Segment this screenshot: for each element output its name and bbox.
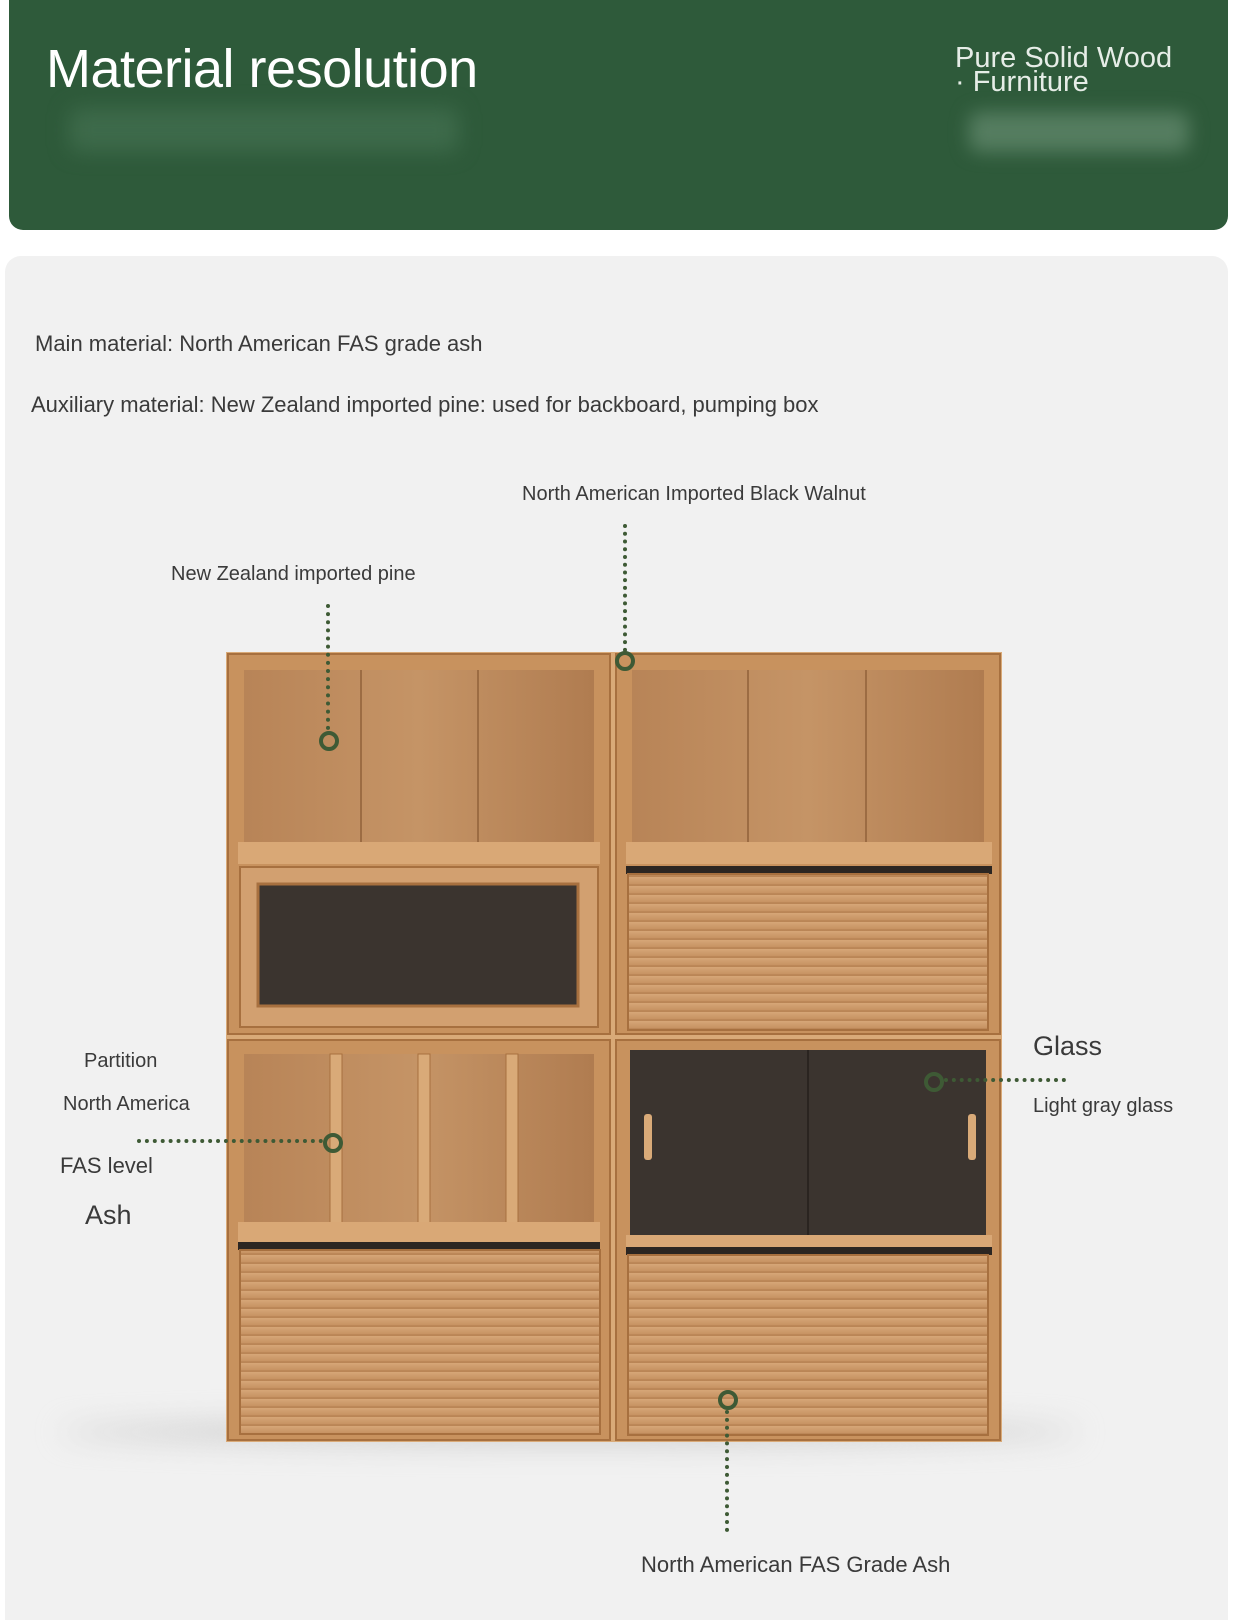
callout-marker [319,731,339,751]
blurred-decoration [69,108,459,152]
cabinet-illustration [226,652,1002,1442]
callout-glass-desc: Light gray glass [1033,1095,1174,1117]
page-title: Material resolution [46,39,478,99]
callout-line [725,1410,729,1532]
header-banner [9,0,1228,230]
callout-line [623,524,627,652]
callout-line [944,1078,1066,1082]
callout-marker [615,651,635,671]
callout-partition-line4: Ash [85,1200,132,1230]
callout-marker [323,1133,343,1153]
callout-fas-ash: North American FAS Grade Ash [641,1552,951,1577]
header-subtitle-line1: Pure Solid Wood [955,42,1173,74]
callout-line [326,604,330,730]
blurred-decoration [969,112,1189,152]
callout-marker [718,1390,738,1410]
auxiliary-material-text: Auxiliary material: New Zealand imported pine: used for backboard, pumping box [31,392,819,417]
callout-nz-pine: New Zealand imported pine [171,563,416,585]
callout-glass-title: Glass [1033,1031,1103,1061]
callout-partition-line2: North America [63,1093,190,1115]
header-subtitle-line2: · Furniture [955,66,1089,98]
callout-partition-line3: FAS level [60,1153,153,1178]
callout-marker [924,1072,944,1092]
callout-black-walnut: North American Imported Black Walnut [522,483,866,505]
main-material-text: Main material: North American FAS grade ash [35,331,483,356]
callout-line [137,1139,323,1143]
header-subtitle [955,42,1215,98]
callout-partition-line1: Partition [84,1050,158,1072]
